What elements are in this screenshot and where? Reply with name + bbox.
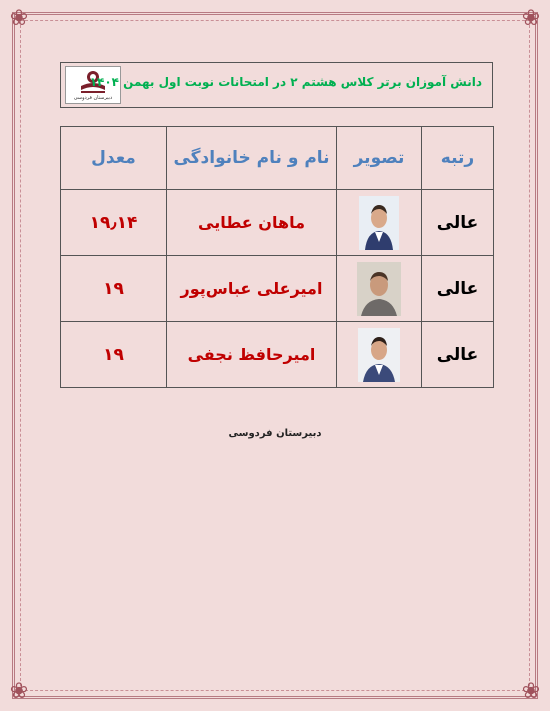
column-header-name: نام و نام خانوادگی xyxy=(167,127,337,190)
corner-ornament-icon: ❀ xyxy=(9,679,29,704)
table-row xyxy=(61,190,494,256)
table-row xyxy=(61,322,494,388)
column-header-average: معدل xyxy=(61,127,167,190)
average-cell: ۱۹ xyxy=(61,322,167,388)
photo-cell xyxy=(337,256,422,322)
corner-ornament-icon: ❀ xyxy=(9,6,29,31)
average-cell: ۱۹٫۱۴ xyxy=(61,190,167,256)
top-students-table xyxy=(60,126,494,388)
student-photo xyxy=(357,262,401,316)
rank-cell: عالی xyxy=(422,190,494,256)
rank-cell: عالی xyxy=(422,256,494,322)
table-row xyxy=(61,256,494,322)
school-name: دبیرستان فردوسی xyxy=(228,428,322,439)
student-photo xyxy=(358,328,400,382)
rank-cell: عالی xyxy=(422,322,494,388)
student-name-cell: امیرعلی عباس‌پور xyxy=(167,256,337,322)
student-name-cell: امیرحافظ نجفی xyxy=(167,322,337,388)
header-box xyxy=(60,62,493,108)
photo-cell xyxy=(337,190,422,256)
column-header-rank: رتبه xyxy=(422,127,494,190)
student-name-cell: ماهان عطایی xyxy=(167,190,337,256)
column-header-photo: تصویر xyxy=(337,127,422,190)
photo-cell xyxy=(337,322,422,388)
logo-text: دبیرستان فردوسی xyxy=(73,94,113,101)
average-cell: ۱۹ xyxy=(61,256,167,322)
student-photo xyxy=(359,196,399,250)
corner-ornament-icon: ❀ xyxy=(521,6,541,31)
page-title: دانش آموزان برتر کلاس هشتم ۲ در امتحانات نوبت اول بهمن ۱۴۰۴ xyxy=(89,75,482,89)
table-header-row xyxy=(61,127,494,190)
corner-ornament-icon: ❀ xyxy=(521,679,541,704)
